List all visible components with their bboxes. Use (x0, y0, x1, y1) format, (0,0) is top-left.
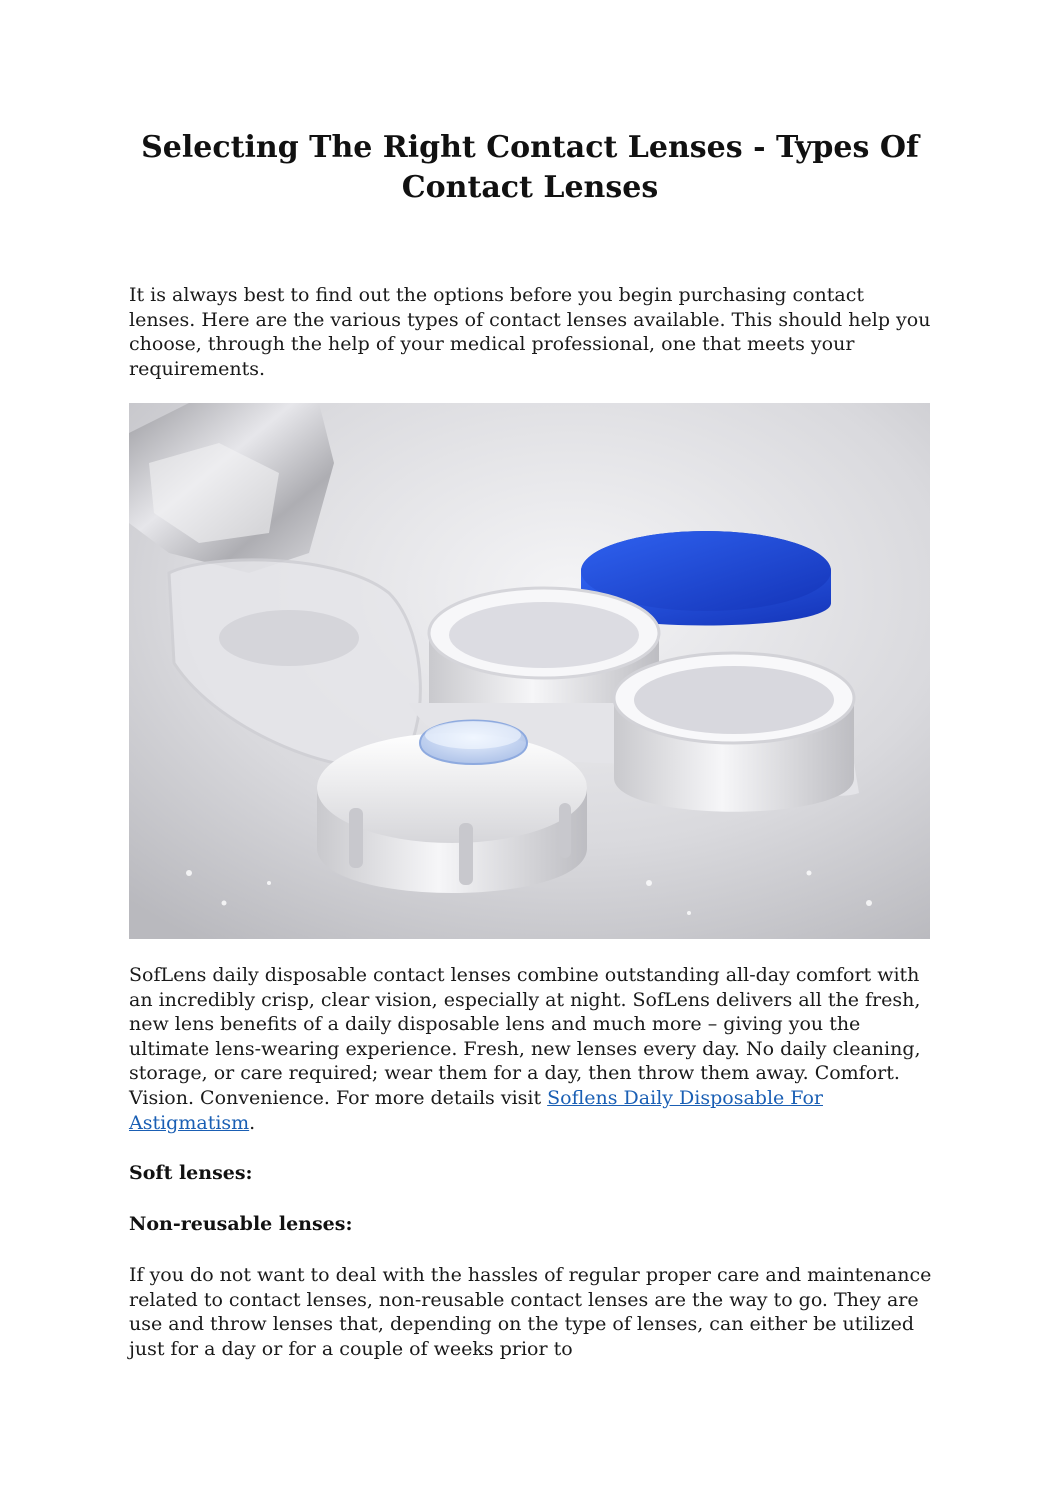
page-title: Selecting The Right Contact Lenses - Types Of Contact Lenses (141, 130, 919, 205)
soflens-paragraph (129, 963, 934, 1135)
contact-lens-case-image (129, 403, 930, 939)
intro-paragraph: It is always best to find out the options before you begin purchasing contact lenses. Here are the various types of contact lenses available. This should help you choose, through the help of your medical professional, one that meets your requirements. (129, 284, 931, 380)
soflens-after-link: . (249, 1111, 256, 1134)
heading-non-reusable-lenses: Non-reusable lenses: (129, 1213, 353, 1235)
heading-soft-lenses: Soft lenses: (129, 1162, 253, 1184)
non-reusable-paragraph: If you do not want to deal with the hassles of regular proper care and maintenance related to contact lenses, non-reusable contact lenses are the way to go. They are use and throw lenses that, depending on the type of lenses, can either be utilized just for a day or for a couple of weeks prior to (129, 1264, 932, 1360)
soflens-astigmatism-link[interactable]: Soflens Daily Disposable For Astigmatism (129, 1086, 823, 1134)
soflens-text: SofLens daily disposable contact lenses combine outstanding all-day comfort with an incredibly crisp, clear vision, especially at night. SofLens delivers all the fresh, new lens benefits of a daily disposable lens and much more – giving you the ultimate lens-wearing experience. Fresh, new lenses every day. No daily cleaning, storage, or care required; wear them for a day, then throw them away. Comfort. Vision. Convenience. For more details visit (129, 964, 921, 1109)
